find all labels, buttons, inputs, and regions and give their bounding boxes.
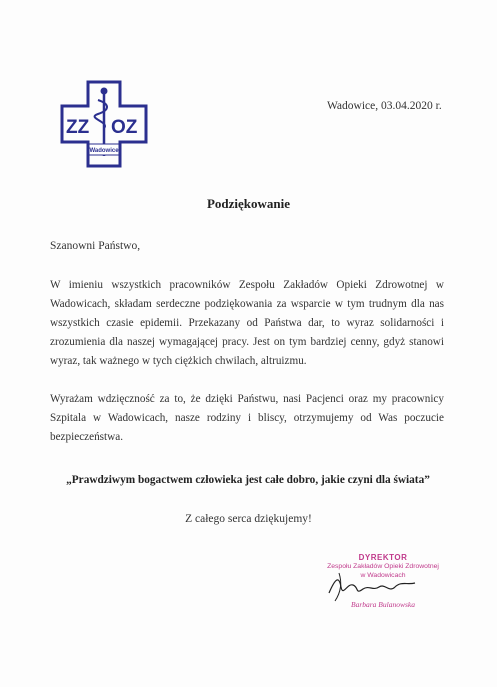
- letter-date: Wadowice, 03.04.2020 r.: [327, 100, 442, 112]
- svg-text:Wadowice: Wadowice: [89, 148, 119, 154]
- stamp-line-2: w Wadowicach: [360, 572, 406, 579]
- svg-text:OZ: OZ: [111, 117, 138, 138]
- handwritten-signature: [325, 565, 420, 605]
- stamp-title: DYREKTOR: [358, 553, 408, 562]
- zzoz-logo: [58, 78, 150, 170]
- stamp-line-1: Zespołu Zakładów Opieki Zdrowotnej: [327, 563, 439, 570]
- stamp-name: Barbara Bulanowska: [351, 600, 415, 609]
- paragraph-2: Wyrażam wdzięczność za to, że dzięki Państwu, nasi Pacjenci oraz my pracownicy Szpitala w Wadowicach, nasze rodziny i bliscy, otrzymujemy od Was poczucie bezpieczeństwa.: [50, 393, 444, 443]
- quote: „Prawdziwym bogactwem człowieka jest całe dobro, jakie czyni dla świata”: [66, 474, 430, 486]
- salutation: Szanowni Państwo,: [50, 240, 141, 252]
- closing-line: Z całego serca dziękujemy!: [185, 513, 312, 525]
- svg-text:ZZ: ZZ: [66, 117, 90, 138]
- paragraph-1: W imieniu wszystkich pracowników Zespołu Zakładów Opieki Zdrowotnej w Wadowicach, składam serdeczne podziękowania za wsparcie w tym trudnym dla nas wszystkich czasie epidemii. Przekazany od Państwa dar, to wyraz solidarności i zrozumienia dla naszej wymagającej pracy. Jest on tym bardziej cenny, gdyż stanowi wyraz, tak ważnego w tych ciężkich chwilach, altruizmu.: [50, 279, 444, 367]
- letter-title: Podziękowanie: [206, 196, 291, 211]
- logo-graphic: [58, 78, 150, 170]
